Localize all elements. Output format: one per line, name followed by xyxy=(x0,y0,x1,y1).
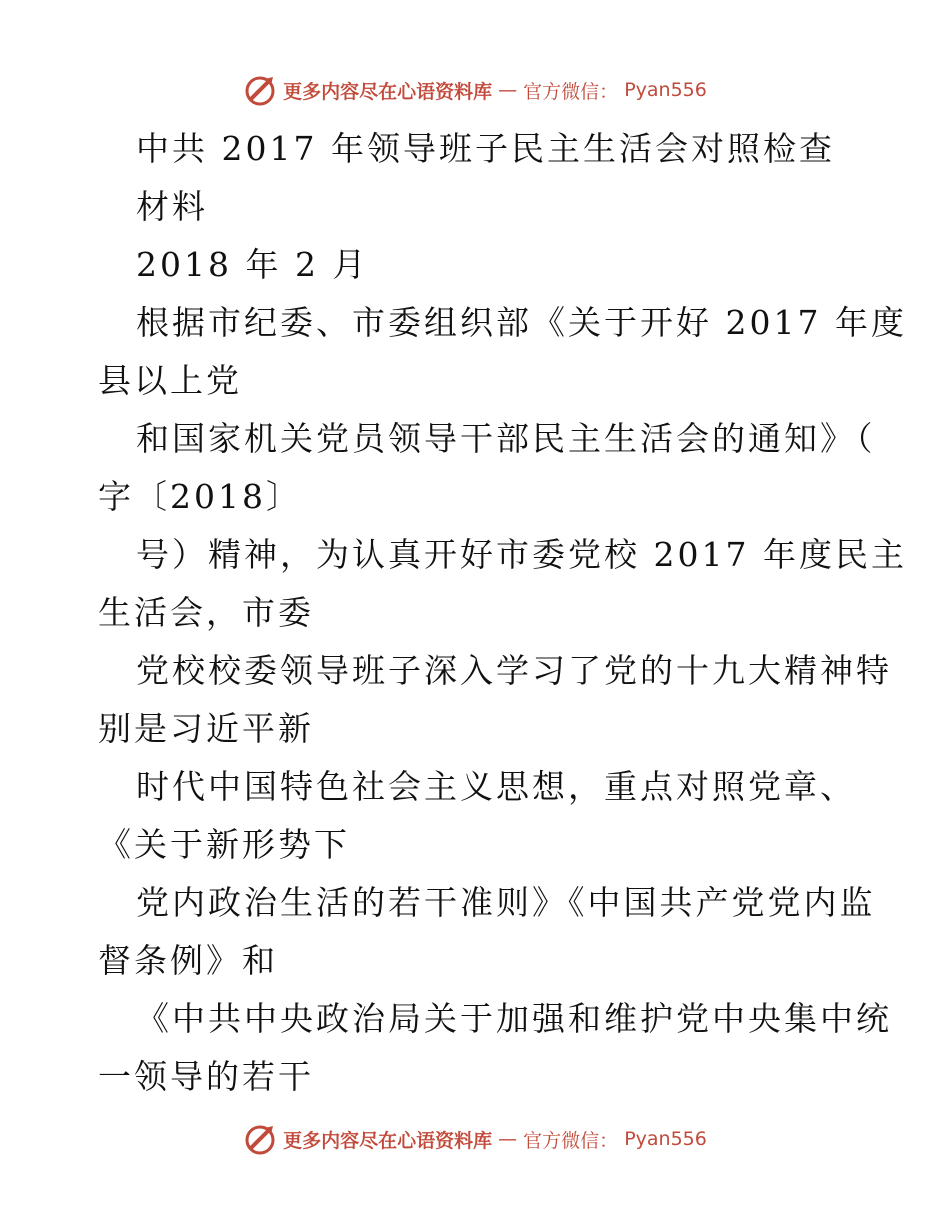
watermark-wechat-id: Pyan556 xyxy=(624,79,707,101)
watermark-label: 官方微信： xyxy=(523,1129,619,1152)
document-line: 2018 年 2 月 xyxy=(136,245,369,284)
watermark-brand: 更多内容尽在心语资料库 xyxy=(283,80,493,103)
document-line: 和国家机关党员领导干部民主生活会的通知》（ xyxy=(136,419,876,458)
brush-logo-icon xyxy=(243,73,277,107)
watermark-header xyxy=(0,72,950,108)
watermark-footer xyxy=(0,1121,950,1157)
document-body xyxy=(98,120,907,1106)
document-line: 一领导的若干 xyxy=(98,1057,314,1096)
document-line: 别是习近平新 xyxy=(98,709,314,748)
watermark-dash: — xyxy=(498,79,518,101)
document-line: 时代中国特色社会主义思想，重点对照党章、 xyxy=(136,767,856,806)
document-line: 中共 2017 年领导班子民主生活会对照检查 xyxy=(136,129,835,168)
document-line: 党内政治生活的若干准则》《中国共产党党内监 xyxy=(136,883,876,922)
document-line: 督条例》和 xyxy=(98,941,278,980)
document-line: 《关于新形势下 xyxy=(98,825,350,864)
watermark-wechat-id: Pyan556 xyxy=(624,1128,707,1150)
document-line: 号）精神，为认真开好市委党校 2017 年度民主 xyxy=(136,535,907,574)
brush-logo-icon xyxy=(243,1122,277,1156)
document-line: 字〔2018〕 xyxy=(98,477,302,516)
watermark-label: 官方微信： xyxy=(523,80,619,103)
watermark-brand: 更多内容尽在心语资料库 xyxy=(283,1129,493,1152)
watermark-dash: — xyxy=(498,1128,518,1150)
document-line: 根据市纪委、市委组织部《关于开好 2017 年度 xyxy=(136,303,907,342)
document-line: 生活会，市委 xyxy=(98,593,314,632)
document-line: 材料 xyxy=(136,187,208,226)
document-line: 县以上党 xyxy=(98,361,242,400)
document-line: 《中共中央政治局关于加强和维护党中央集中统 xyxy=(136,999,892,1038)
document-line: 党校校委领导班子深入学习了党的十九大精神特 xyxy=(136,651,892,690)
